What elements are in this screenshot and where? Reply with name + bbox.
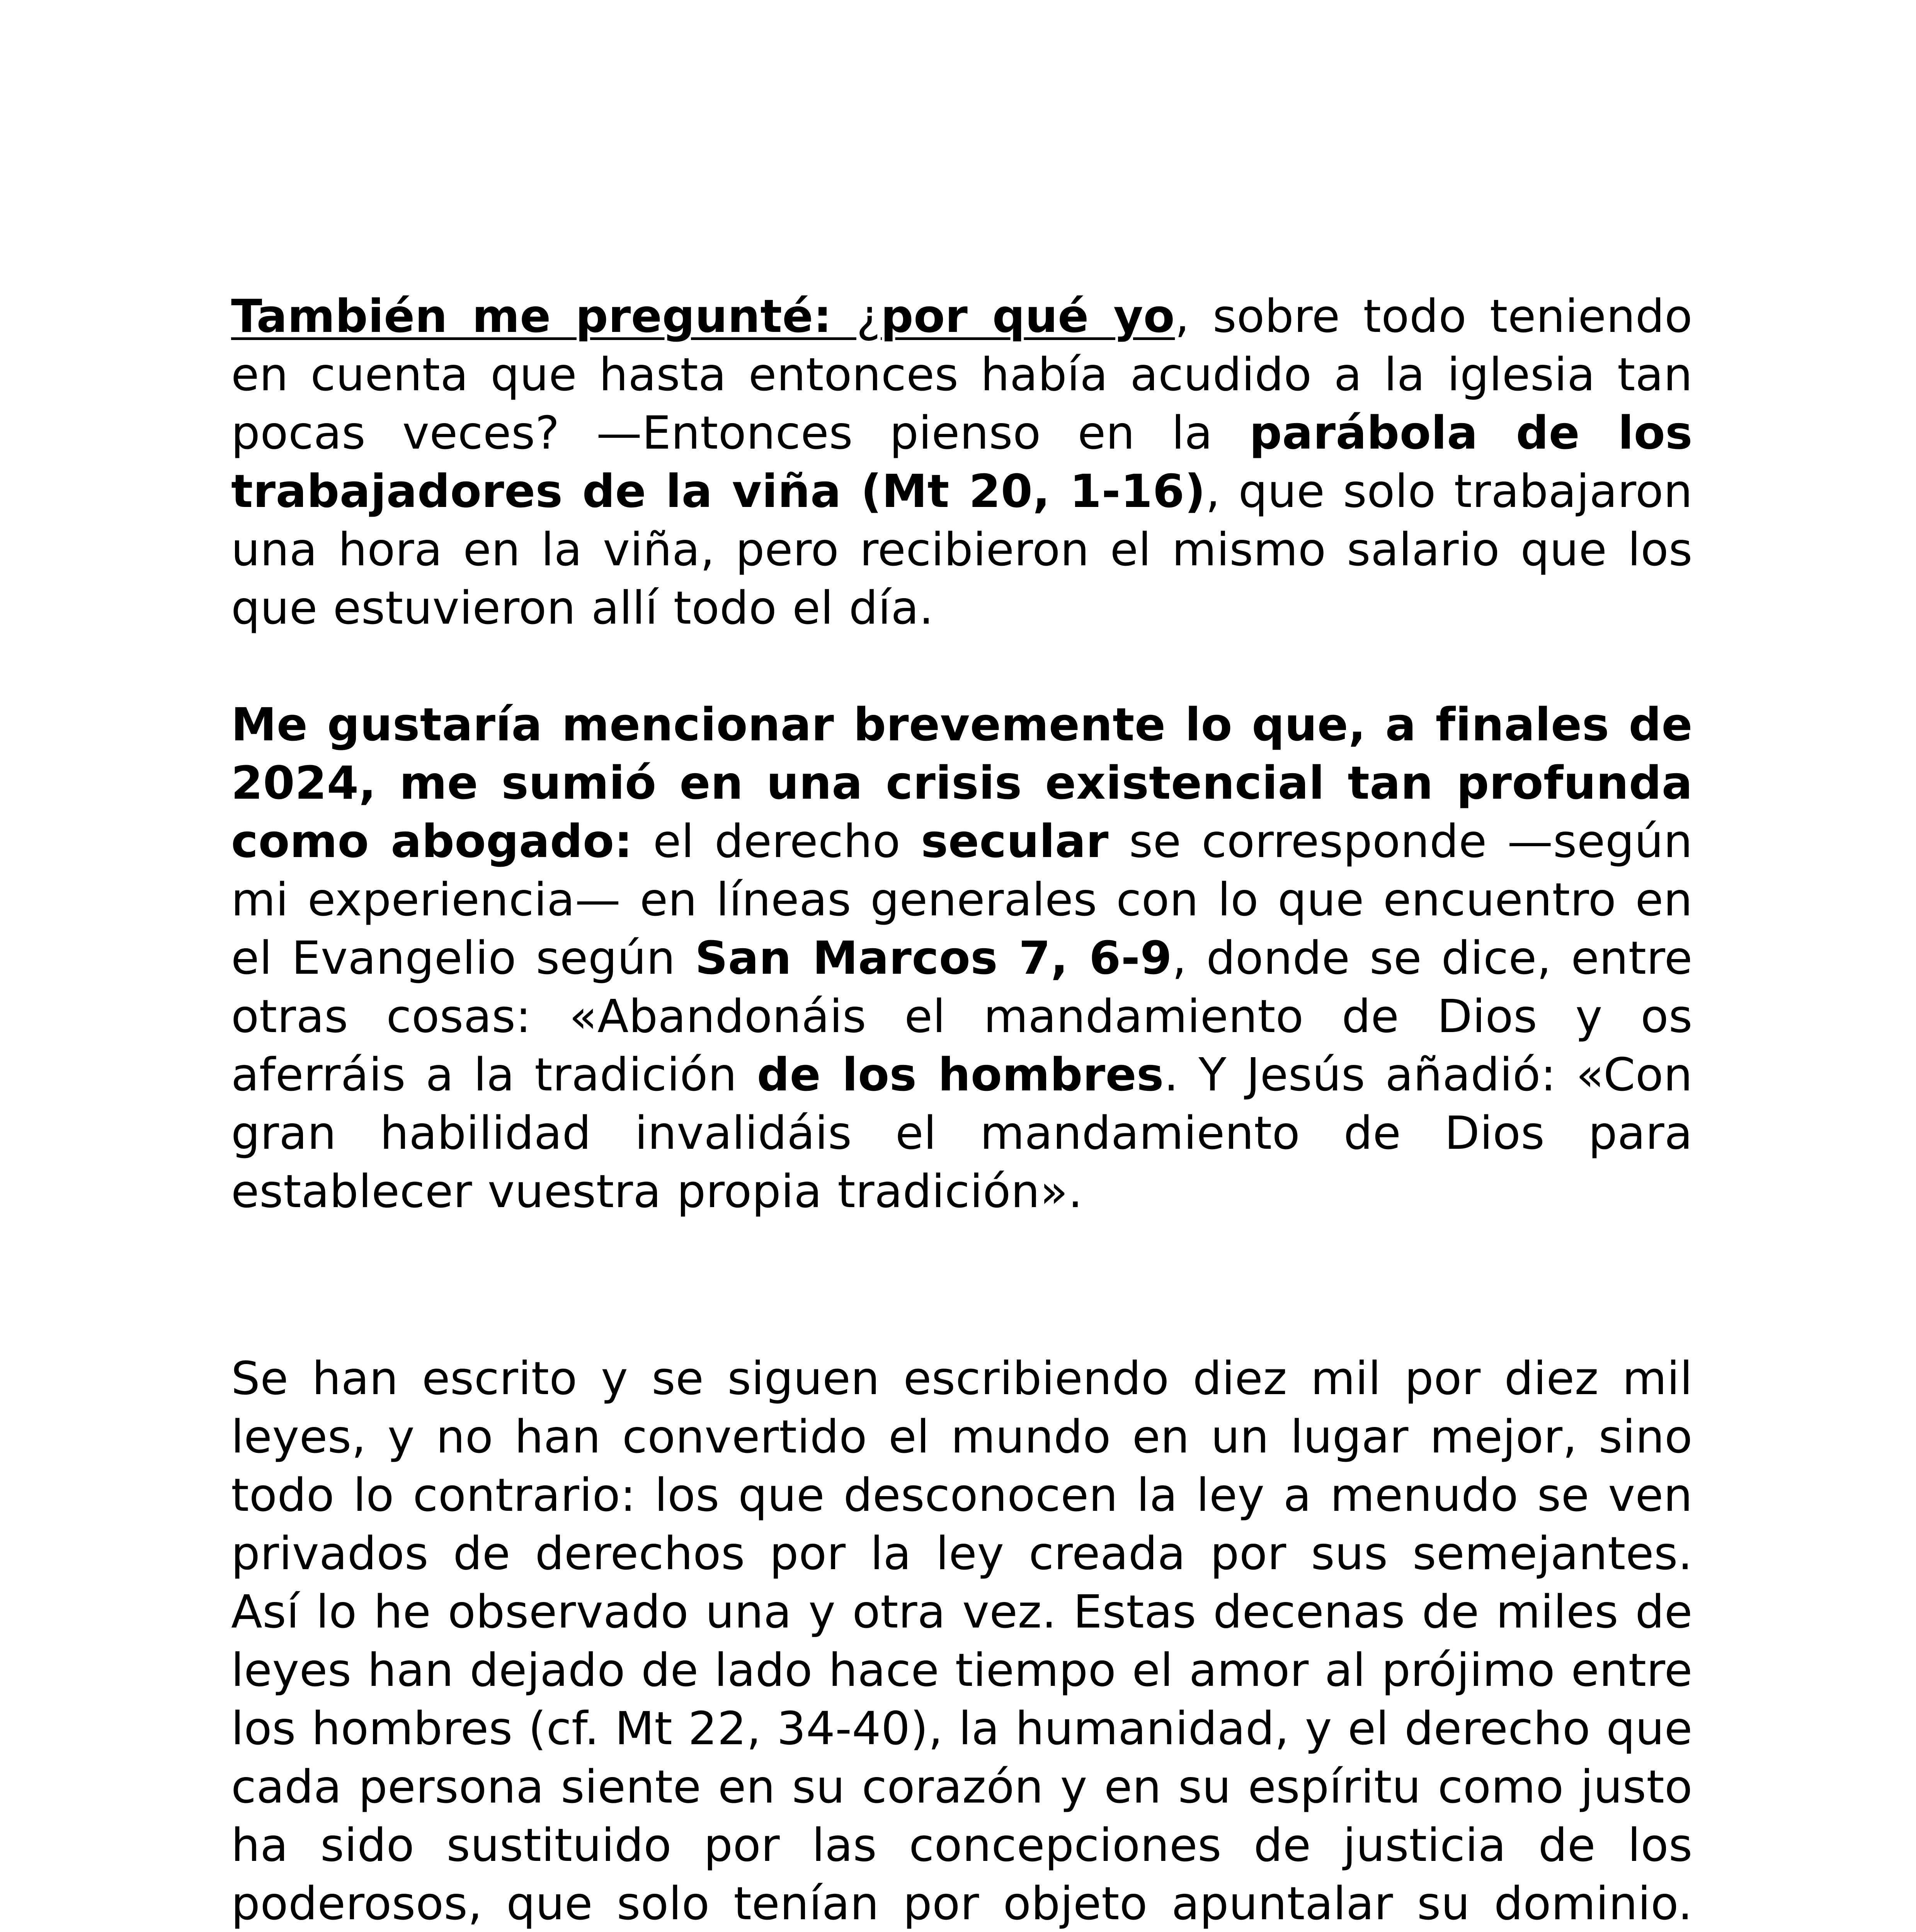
why-me-phrase: por qué yo bbox=[881, 289, 1175, 343]
heading-question: También me pregunté: bbox=[231, 289, 856, 343]
paragraph-1 bbox=[231, 287, 1693, 637]
paragraph-2 bbox=[231, 696, 1693, 1221]
paragraph-2-text-b: se corresponde —según mi experiencia— en líneas generales con lo que encuentro en el Evangelio según bbox=[231, 815, 1693, 985]
mark-reference: San Marcos 7, 6-9 bbox=[695, 931, 1172, 985]
paragraph-2-text-d: . Y Jesús añadió: «Con gran habilidad invalidáis el mandamiento de Dios para establecer vuestra propia tradición». bbox=[231, 1048, 1693, 1218]
paragraph-1-text-a: , sobre todo teniendo en cuenta que hasta entonces había acudido a la iglesia tan pocas veces? —Entonces pienso en la bbox=[231, 289, 1693, 459]
paragraph-2-text-a: el derecho bbox=[633, 815, 921, 868]
paragraph-3: Se han escrito y se siguen escribiendo diez mil por diez mil leyes, y no han convertido el mundo en un lugar mejor, sino todo lo contrario: los que desconocen la ley a menudo se ven privados de derechos por la ley creada por sus semejantes. Así lo he observado una y otra vez. Estas decenas de miles de leyes han dejado de lado hace tiempo el amor al prójimo entre los hombres (cf. Mt 22, 34-40), la humanidad, y el derecho que cada persona siente en su corazón y en su espíritu como justo ha sido sustituido por las concepciones de justicia de los poderosos, que solo tenían por objeto apuntalar su dominio. bbox=[231, 1352, 1693, 1930]
paragraph-2-text-c: , donde se dice, entre otras cosas: «Abandonáis el mandamiento de Dios y os aferráis a la tradición bbox=[231, 931, 1693, 1101]
parable-reference: parábola de los trabajadores de la viña (Mt 20, 1-16) bbox=[231, 406, 1693, 518]
paragraph-1-text-b: , que solo trabajaron una hora en la viña, pero recibieron el mismo salario que los que estuvieron allí todo el día. bbox=[231, 464, 1693, 634]
secular-term: secular bbox=[921, 815, 1109, 868]
inverted-question-mark: ¿ bbox=[856, 289, 881, 343]
crisis-statement: Me gustaría mencionar brevemente lo que, a finales de 2024, me sumió en una crisis existencial tan profunda como abogado: bbox=[231, 698, 1693, 868]
of-men-phrase: de los hombres bbox=[757, 1048, 1164, 1101]
